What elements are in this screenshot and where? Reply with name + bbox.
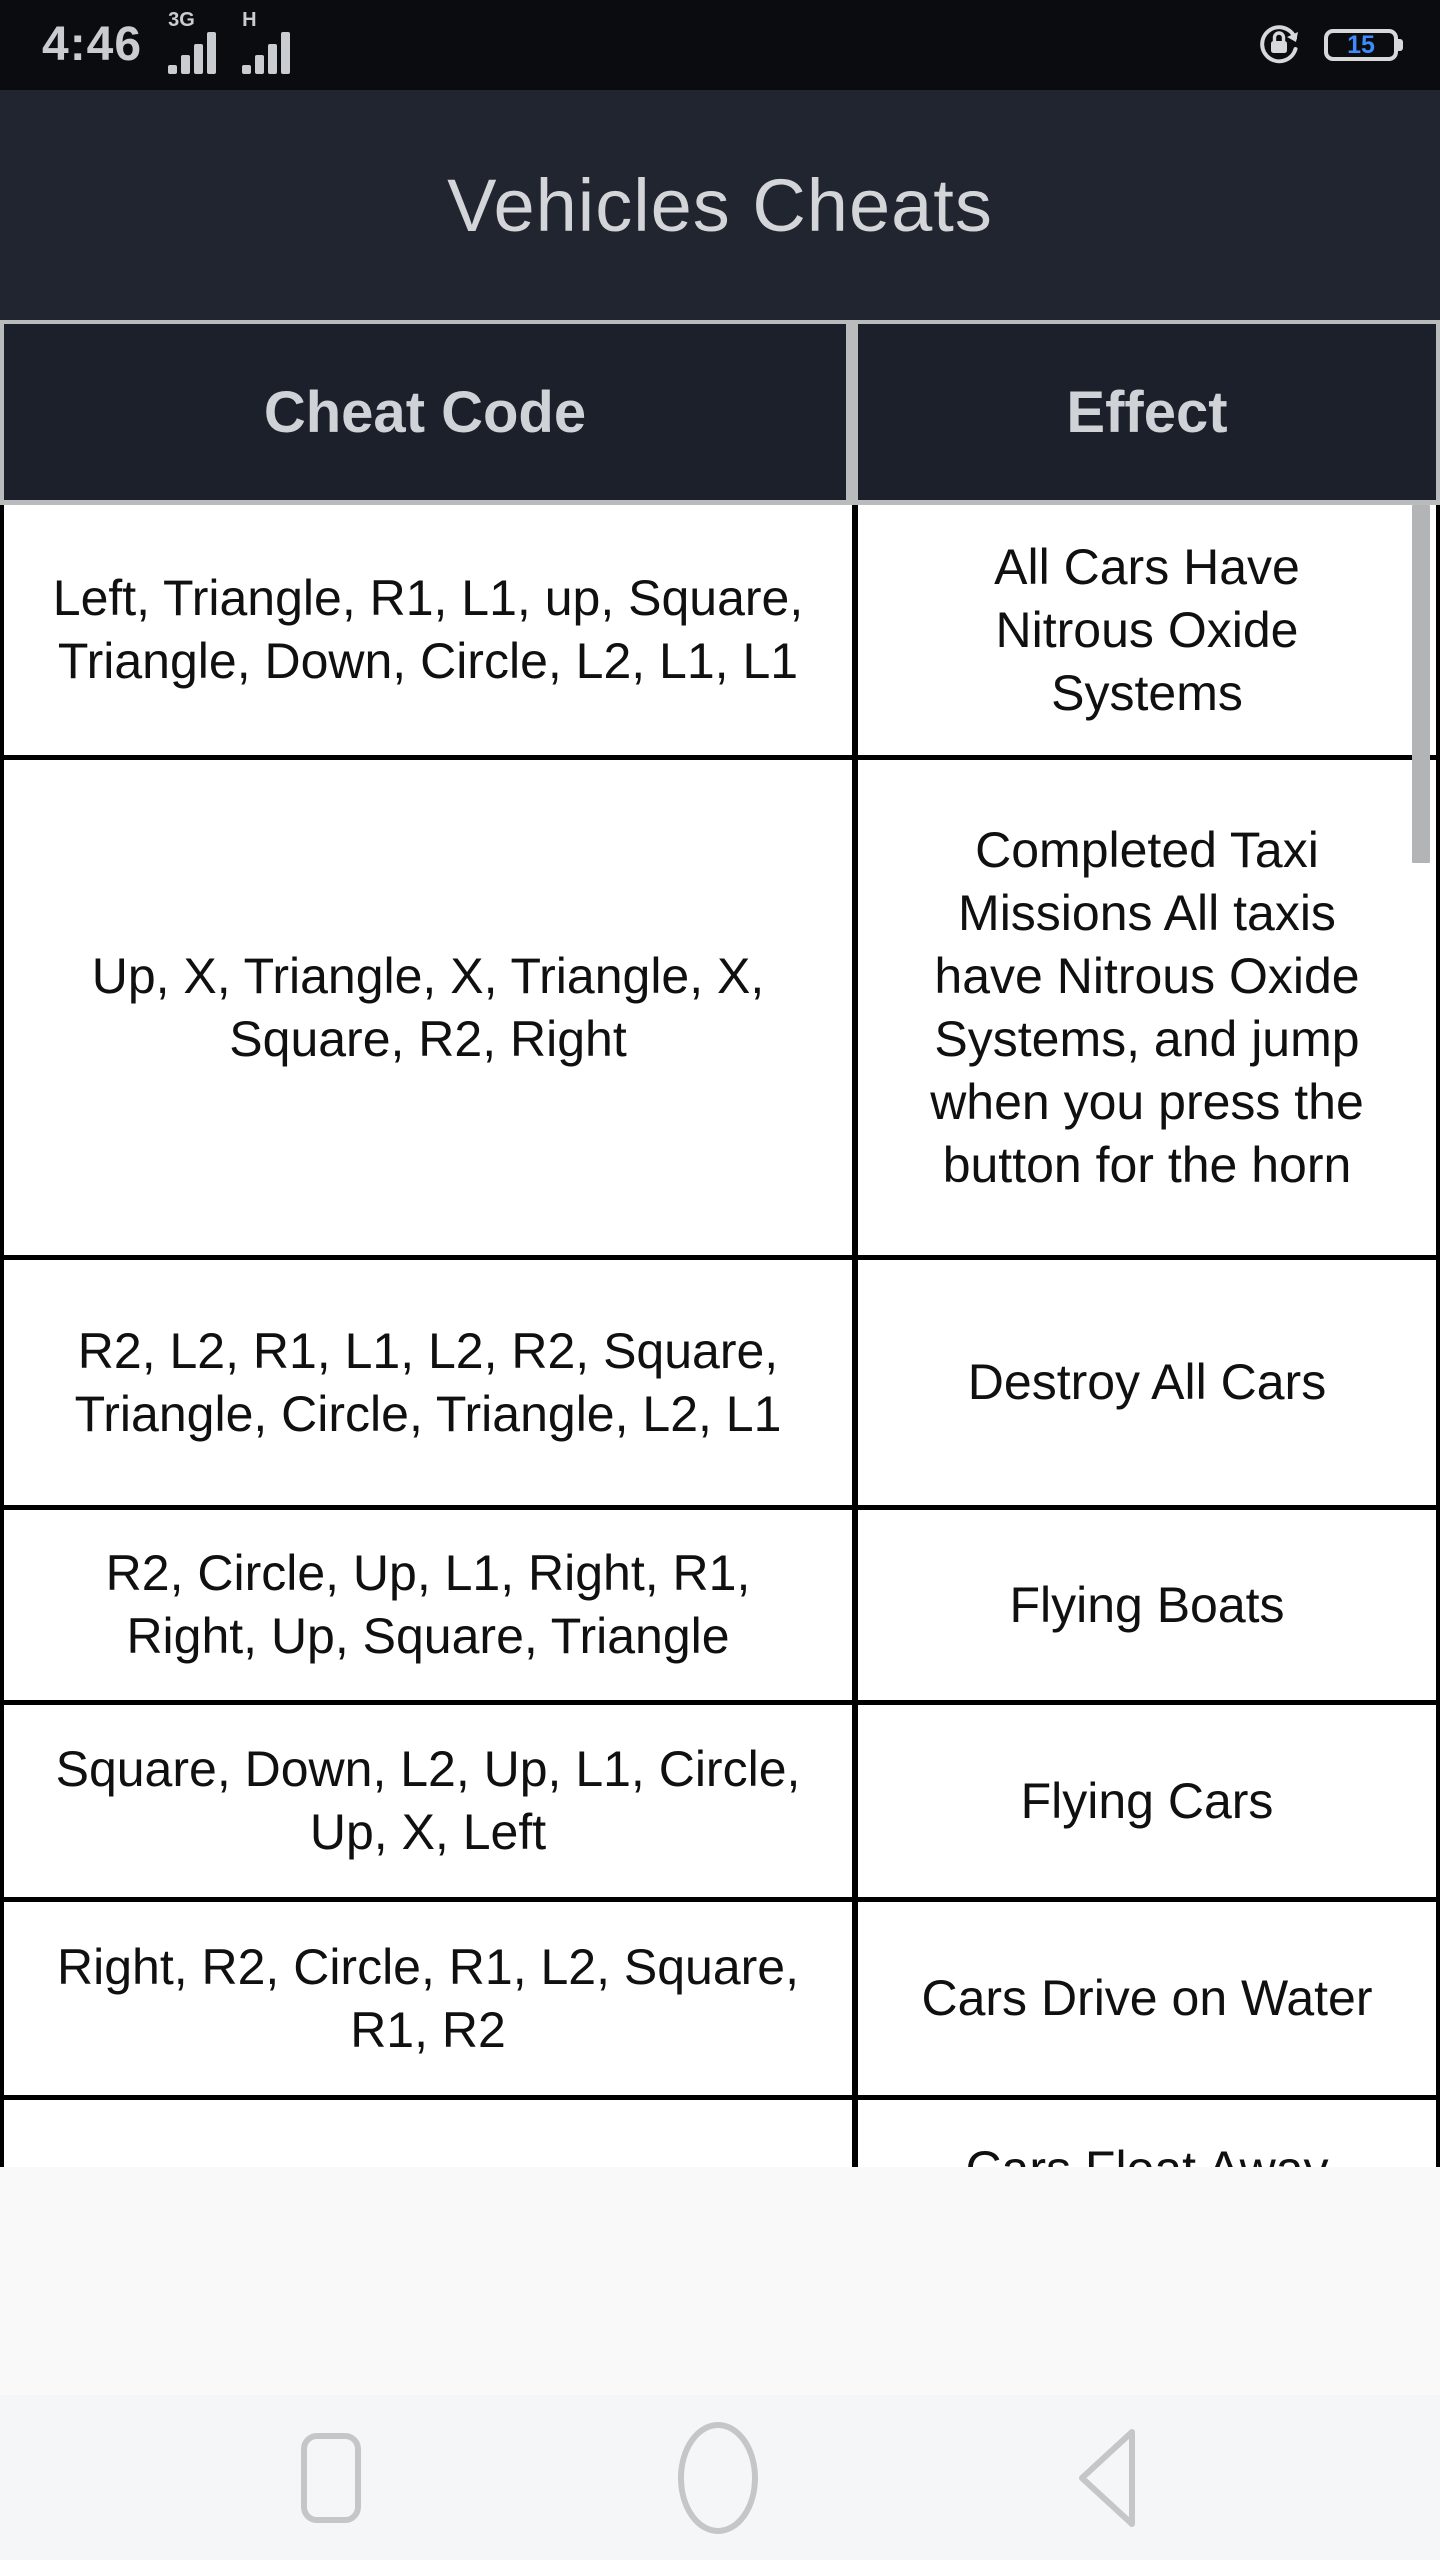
cheat-code-cell: Up, X, Triangle, X, Triangle, X, Square, R2, Right xyxy=(4,760,858,1255)
effect-cell: All Cars Have Nitrous Oxide Systems xyxy=(858,505,1436,755)
signal-h-icon xyxy=(242,10,290,90)
effect-cell: Destroy All Cars xyxy=(858,1260,1436,1505)
table-row xyxy=(4,1705,1436,1902)
cheat-code-cell: Left, Triangle, R1, L1, up, Square, Triangle, Down, Circle, L2, L1, L1 xyxy=(4,505,858,755)
page-title: Vehicles Cheats xyxy=(447,163,993,247)
network-type-label: H xyxy=(242,9,257,31)
table-row xyxy=(4,760,1436,1260)
cheat-code-cell: Right, R2, Circle, R1, L2, Square, R1, R2 xyxy=(4,1902,858,2095)
cheat-code-cell: Square, Down, L2, Up, L1, Circle, Up, X, Left xyxy=(4,1705,858,1897)
effect-cell: Cars Drive on Water xyxy=(858,1902,1436,2095)
signal-3g-icon xyxy=(168,10,216,90)
scrollbar-thumb[interactable] xyxy=(1412,505,1430,863)
cheat-code-cell: R2, L2, R1, L1, L2, R2, Square, Triangle, Circle, Triangle, L2, L1 xyxy=(4,1260,858,1505)
clock: 4:46 xyxy=(42,18,143,71)
back-button[interactable] xyxy=(1074,2422,1140,2534)
table-row xyxy=(4,1902,1436,2100)
table-row xyxy=(4,1260,1436,1510)
table-body[interactable] xyxy=(0,505,1440,2167)
column-header-effect: Effect xyxy=(1066,379,1228,445)
battery-percent: 15 xyxy=(1347,30,1375,59)
battery-icon xyxy=(1324,29,1398,61)
status-bar-right xyxy=(1256,20,1398,71)
home-button[interactable] xyxy=(676,2419,760,2537)
network-type-label: 3G xyxy=(168,9,195,31)
home-icon xyxy=(676,2419,760,2537)
back-icon xyxy=(1074,2422,1140,2534)
status-bar xyxy=(0,0,1440,90)
ad-banner-placeholder xyxy=(0,2167,1440,2395)
recents-button[interactable] xyxy=(300,2432,362,2524)
column-header-cheat-code: Cheat Code xyxy=(4,324,858,500)
effect-cell: Flying Cars xyxy=(858,1705,1436,1897)
signal-bars-icon xyxy=(168,32,216,74)
cheat-code-cell: R2, Circle, Up, L1, Right, R1, Right, Up, Square, Triangle xyxy=(4,1510,858,1700)
effect-cell: Completed Taxi Missions All taxis have Nitrous Oxide Systems, and jump when you press the button for the horn xyxy=(858,760,1436,1255)
table-row xyxy=(4,505,1436,760)
title-bar xyxy=(0,90,1440,320)
status-bar-left xyxy=(42,0,290,90)
table-row xyxy=(4,1510,1436,1705)
recents-icon xyxy=(300,2432,362,2524)
cheats-table xyxy=(0,320,1440,2167)
effect-cell: Flying Boats xyxy=(858,1510,1436,1700)
android-nav-bar xyxy=(0,2395,1440,2560)
table-header-row xyxy=(0,320,1440,505)
rotation-lock-icon xyxy=(1256,20,1302,71)
signal-bars-icon xyxy=(242,32,290,74)
